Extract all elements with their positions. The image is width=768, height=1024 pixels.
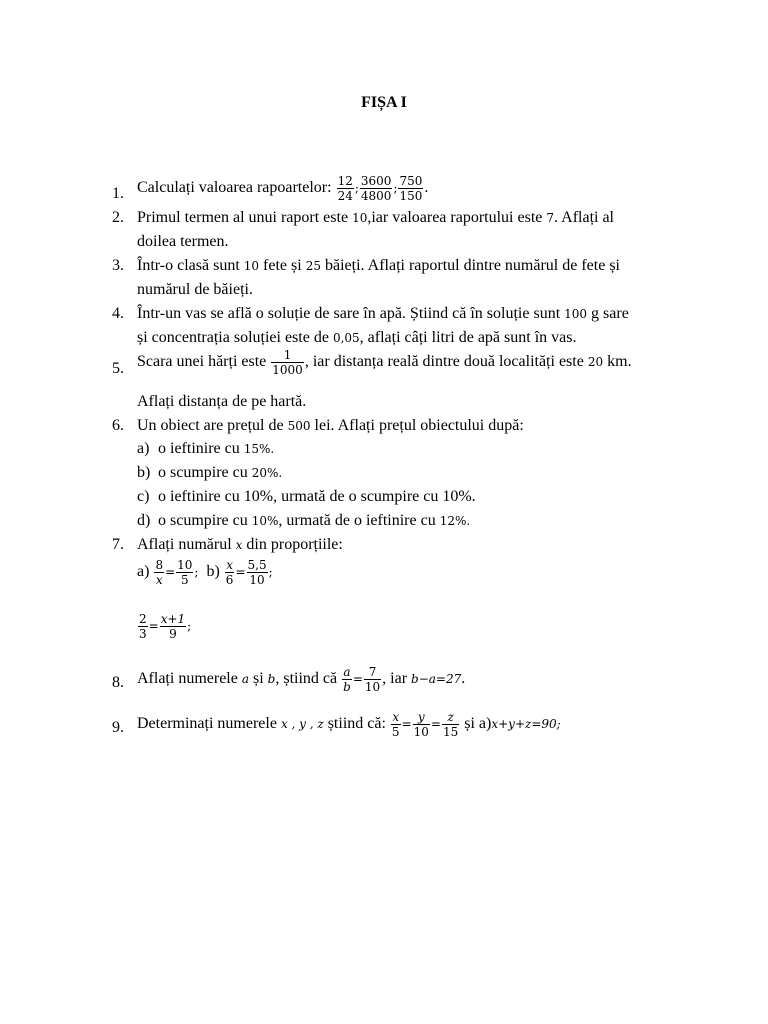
period: . (424, 179, 429, 197)
equals: = (401, 717, 412, 732)
text: . Aflați al (554, 209, 614, 226)
text: km. (607, 353, 632, 371)
fraction-12-24 (337, 174, 354, 203)
value: 12%. (439, 514, 471, 528)
item-label: d) (137, 512, 151, 529)
semicolon: ; (268, 565, 273, 580)
text: Aflați numărul (137, 536, 232, 553)
denominator: 5 (391, 725, 400, 739)
separator: ; (354, 181, 359, 196)
text: Într-un vas se află o soluție de sare în apă. Știind că în soluție sunt (137, 305, 561, 322)
proportion-line (137, 558, 273, 587)
text: , aflați câți litri de apă sunt în vas. (359, 329, 577, 346)
equals: = (165, 565, 176, 580)
numerator: x (392, 710, 400, 724)
text: o scumpire cu (158, 512, 248, 529)
fraction (160, 612, 186, 641)
fraction (176, 558, 193, 587)
problem-number: 6. (112, 417, 124, 434)
problem-number: 9. (112, 719, 124, 736)
fraction (247, 558, 268, 587)
text: Determinați numerele (137, 715, 277, 733)
text: și (253, 670, 264, 688)
value: 500 (287, 419, 311, 433)
numerator: a (343, 665, 351, 679)
item-label: c) (137, 488, 150, 505)
equals: = (352, 672, 363, 687)
fraction-3600-4800 (360, 174, 393, 203)
text: Aflați numerele (137, 670, 238, 688)
value: 7 (546, 211, 555, 225)
item-label: b) (137, 464, 151, 481)
item-text (158, 511, 470, 531)
variable: x (235, 538, 243, 552)
numerator: 8 (155, 558, 164, 572)
problem-number: 1. (112, 185, 124, 202)
denominator: 10 (413, 725, 429, 739)
value: 25 (305, 259, 321, 273)
text: numărul de băieți. (137, 281, 253, 298)
problem-text-line (137, 174, 428, 203)
text: din proporțiile: (246, 536, 343, 553)
text: Scara unei hărți este (137, 353, 267, 371)
fraction (154, 558, 164, 587)
text: și a) (464, 715, 492, 733)
item-text (158, 439, 274, 459)
numerator: 10 (177, 558, 193, 572)
numerator: 2 (139, 612, 147, 626)
numerator: 12 (337, 174, 353, 188)
text: lei. Aflați prețul obiectului după: (314, 417, 524, 434)
denominator: 1000 (272, 363, 303, 377)
numerator: 1 (271, 348, 304, 363)
equals: = (430, 717, 441, 732)
text: știind că: (327, 715, 386, 733)
text: Într-o clasă sunt (137, 257, 240, 274)
problem-number: 4. (112, 305, 124, 322)
text: Primul termen al unui raport este (137, 209, 349, 226)
value: 0,05 (332, 331, 360, 345)
text: fete și (263, 257, 302, 274)
problem-number: 3. (112, 257, 124, 274)
fraction-scale (271, 348, 304, 377)
problem-text-line (137, 348, 632, 377)
text: și concentrația soluției este de (137, 329, 329, 346)
denominator: 3 (139, 627, 147, 641)
problem-text-line (137, 304, 629, 324)
semicolon: ; (187, 619, 192, 634)
fraction (138, 612, 148, 641)
problem-text-line (137, 535, 343, 555)
problem-number: 5. (112, 360, 124, 377)
value: 20 (587, 355, 604, 370)
problem-number: 2. (112, 209, 124, 226)
problem-text-line (137, 710, 561, 739)
variable: a (241, 672, 249, 687)
fraction-750-150 (398, 174, 423, 203)
value: 15%. (243, 442, 275, 456)
fraction (391, 710, 401, 739)
denominator: b (343, 680, 351, 694)
equals: = (235, 565, 246, 580)
text: , iar distanța reală dintre două localități este (304, 353, 584, 371)
equals: = (148, 619, 159, 634)
variable: b (267, 672, 276, 687)
denominator: 15 (442, 725, 459, 739)
item-text: o ieftinire cu 10%, urmată de o scumpire cu 10%. (158, 488, 476, 505)
denominator: 9 (169, 627, 177, 641)
denominator: 5 (180, 573, 189, 587)
numerator: z (442, 710, 459, 725)
variables: x , y , z (280, 717, 324, 732)
denominator: 6 (225, 573, 234, 587)
denominator: 10 (249, 573, 265, 587)
text: băieți. Aflați raportul dintre numărul de fete și (324, 257, 620, 274)
expression: b−a=27 (411, 672, 462, 687)
numerator: 5,5 (247, 558, 267, 572)
text: Aflați distanța de pe hartă. (137, 393, 307, 410)
page-title: FIȘA I (361, 94, 407, 111)
value: 10 (352, 211, 368, 225)
problem-text-line (137, 328, 576, 348)
proportion-line (137, 612, 191, 641)
text: o scumpire cu (158, 464, 248, 481)
denominator: 4800 (360, 189, 392, 203)
numerator: 7 (364, 665, 381, 680)
problem-text-line (137, 665, 465, 694)
numerator: 750 (399, 174, 423, 188)
text: , iar (382, 670, 408, 688)
text: ,iar valoarea raportului este (367, 209, 543, 226)
denominator: x (155, 573, 163, 587)
denominator: 10 (364, 680, 381, 694)
semicolon: ; (194, 565, 199, 580)
expression: x+y+z=90; (491, 717, 561, 732)
value: 100 (564, 307, 588, 321)
numerator: y (413, 710, 430, 725)
separator: ; (393, 181, 398, 196)
text: o ieftinire cu (158, 440, 240, 457)
problem-text: Calculați valoarea rapoartelor: (137, 179, 332, 197)
fraction (364, 665, 381, 694)
fraction (342, 665, 352, 694)
text: g sare (591, 305, 629, 322)
text: doilea termen. (137, 233, 229, 250)
period: . (461, 670, 466, 688)
numerator: x (226, 558, 233, 572)
fraction (225, 558, 235, 587)
text: Un obiect are prețul de (137, 417, 284, 434)
numerator: 3600 (360, 174, 392, 188)
problem-number: 7. (112, 536, 124, 553)
item-label: a) (137, 563, 150, 581)
text: , urmată de o ieftinire cu (278, 512, 436, 529)
denominator: 24 (337, 189, 353, 203)
problem-text-line (137, 208, 614, 228)
fraction (442, 710, 459, 739)
value: 20%. (251, 466, 283, 480)
value: 10% (251, 514, 279, 528)
problem-text-line (137, 256, 620, 276)
numerator: x+1 (160, 612, 186, 626)
fraction (413, 710, 430, 739)
value: 10 (243, 259, 260, 273)
text: , știind că (275, 670, 338, 688)
item-text (158, 463, 282, 483)
item-label: b) (206, 563, 220, 581)
problem-text-line (137, 416, 524, 436)
item-label: a) (137, 440, 150, 457)
denominator: 150 (399, 189, 423, 203)
problem-number: 8. (112, 674, 124, 691)
